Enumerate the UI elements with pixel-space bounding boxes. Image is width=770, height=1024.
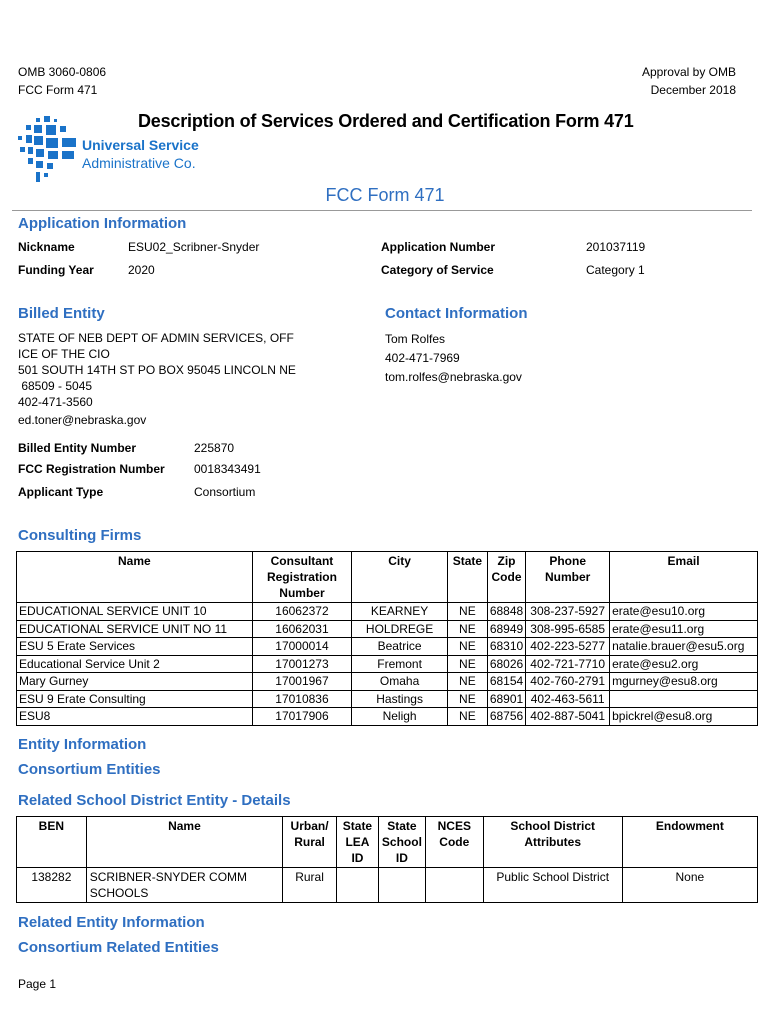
contact-block [385,330,522,387]
page-number: Page 1 [18,977,57,991]
contact-email: tom.rolfes@nebraska.gov [385,370,522,384]
district-name: SCRIBNER-SNYDER COMM SCHOOLS [86,868,282,903]
firm-crn: 17000014 [252,638,352,656]
billed-line4: 68509 - 5045 [18,379,93,393]
billed-line3: 501 SOUTH 14TH ST PO BOX 95045 LINCOLN NE [18,363,296,377]
logo-text-line2: Administrative Co. [82,155,196,171]
firm-city: KEARNEY [352,603,448,621]
firm-state: NE [447,655,487,673]
category-label: Category of Service [381,263,494,277]
applicant-type-value: Consortium [194,485,256,499]
billed-entity-number-value: 225870 [194,441,235,455]
section-billed-entity: Billed Entity [18,305,105,322]
form-header-left [18,63,106,99]
firm-city: Omaha [352,673,448,691]
firm-state: NE [447,603,487,621]
firm-city: Beatrice [352,638,448,656]
table-header-row [17,552,758,603]
firm-name: ESU 9 Erate Consulting [17,690,253,708]
firm-zip: 68310 [487,638,525,656]
table-row [17,690,758,708]
firm-state: NE [447,638,487,656]
table-row [17,868,758,903]
billed-entity-number-label: Billed Entity Number [18,441,137,455]
billed-entity-address [18,330,296,428]
funding-year-value: 2020 [128,263,155,277]
nickname-value: ESU02_Scribner-Snyder [128,240,260,254]
firm-crn: 17010836 [252,690,352,708]
col-state: State [447,552,487,603]
approval-date: December 2018 [650,83,736,97]
section-consulting-firms: Consulting Firms [18,527,142,544]
col-state-lea-id: State LEA ID [336,817,378,868]
nickname-label: Nickname [18,240,75,254]
firm-phone: 402-721-7710 [526,655,610,673]
firm-state: NE [447,673,487,691]
firm-zip: 68026 [487,655,525,673]
col-ben: BEN [17,817,87,868]
firm-state: NE [447,708,487,726]
application-number-label: Application Number [381,240,496,254]
firm-email: erate@esu11.org [610,620,758,638]
firm-crn: 17001273 [252,655,352,673]
firm-phone: 402-887-5041 [526,708,610,726]
district-urban-rural: Rural [283,868,337,903]
section-application-info: Application Information [18,215,187,232]
firm-name: ESU 5 Erate Services [17,638,253,656]
frn-label: FCC Registration Number [18,462,165,476]
contact-name: Tom Rolfes [385,332,446,346]
form-number: FCC Form 471 [18,83,98,97]
district-ben: 138282 [17,868,87,903]
category-value: Category 1 [586,263,645,277]
logo-text-line1: Universal Service [82,137,199,153]
firm-city: Hastings [352,690,448,708]
document-title: Description of Services Ordered and Certification Form 471 [138,111,634,131]
district-attributes: Public School District [483,868,622,903]
section-related-school-district: Related School District Entity - Details [18,792,291,809]
firm-email: erate@esu10.org [610,603,758,621]
firm-city: Neligh [352,708,448,726]
contact-phone: 402-471-7969 [385,351,460,365]
firm-state: NE [447,620,487,638]
col-name: Name [86,817,282,868]
col-state-school-id: State School ID [378,817,425,868]
table-row [17,673,758,691]
omb-number: OMB 3060-0806 [18,65,107,79]
col-consultant-reg: Consultant Registration Number [252,552,352,603]
billed-phone: 402-471-3560 [18,395,93,409]
billed-line1: STATE OF NEB DEPT OF ADMIN SERVICES, OFF [18,331,294,345]
funding-year-label: Funding Year [18,263,94,277]
col-name: Name [17,552,253,603]
firm-name: Educational Service Unit 2 [17,655,253,673]
col-email: Email [610,552,758,603]
firm-email [610,690,758,708]
section-related-entity-info: Related Entity Information [18,914,205,931]
table-row [17,638,758,656]
firm-crn: 16062372 [252,603,352,621]
consulting-firms-table [16,551,758,726]
firm-email: mgurney@esu8.org [610,673,758,691]
col-nces-code: NCES Code [425,817,483,868]
firm-name: EDUCATIONAL SERVICE UNIT 10 [17,603,253,621]
firm-zip: 68949 [487,620,525,638]
col-district-attributes: School District Attributes [483,817,622,868]
firm-name: ESU8 [17,708,253,726]
firm-phone: 402-463-5611 [526,690,610,708]
section-consortium-entities: Consortium Entities [18,761,161,778]
firm-email: natalie.brauer@esu5.org [610,638,758,656]
firm-phone: 402-223-5277 [526,638,610,656]
firm-name: Mary Gurney [17,673,253,691]
related-school-district-table [16,816,758,903]
application-number-value: 201037119 [586,240,646,254]
firm-zip: 68154 [487,673,525,691]
firm-city: HOLDREGE [352,620,448,638]
district-nces [425,868,483,903]
firm-state: NE [447,690,487,708]
section-entity-info: Entity Information [18,736,147,753]
firm-crn: 17001967 [252,673,352,691]
form-header-right [642,63,736,99]
firm-zip: 68756 [487,708,525,726]
firm-phone: 308-995-6585 [526,620,610,638]
firm-email: erate@esu2.org [610,655,758,673]
section-contact-info: Contact Information [385,305,528,322]
billed-email: ed.toner@nebraska.gov [18,413,147,427]
frn-value: 0018343491 [194,462,261,476]
billed-line2: ICE OF THE CIO [18,347,110,361]
firm-zip: 68901 [487,690,525,708]
firm-crn: 16062031 [252,620,352,638]
district-endowment: None [622,868,757,903]
firm-name: EDUCATIONAL SERVICE UNIT NO 11 [17,620,253,638]
district-school-id [378,868,425,903]
col-zip: Zip Code [487,552,525,603]
table-row [17,620,758,638]
firm-crn: 17017906 [252,708,352,726]
district-lea-id [336,868,378,903]
firm-phone: 308-237-5927 [526,603,610,621]
form-title: FCC Form 471 [325,185,445,205]
table-header-row [17,817,758,868]
section-consortium-related-entities: Consortium Related Entities [18,939,219,956]
firm-city: Fremont [352,655,448,673]
divider [12,210,752,211]
col-phone: Phone Number [526,552,610,603]
col-urban-rural: Urban/ Rural [283,817,337,868]
usac-logo-icon [16,116,78,184]
applicant-type-label: Applicant Type [18,485,104,499]
table-row [17,708,758,726]
col-city: City [352,552,448,603]
col-endowment: Endowment [622,817,757,868]
table-row [17,655,758,673]
approval-text: Approval by OMB [641,65,736,79]
firm-phone: 402-760-2791 [526,673,610,691]
table-row [17,603,758,621]
firm-zip: 68848 [487,603,525,621]
firm-email: bpickrel@esu8.org [610,708,758,726]
